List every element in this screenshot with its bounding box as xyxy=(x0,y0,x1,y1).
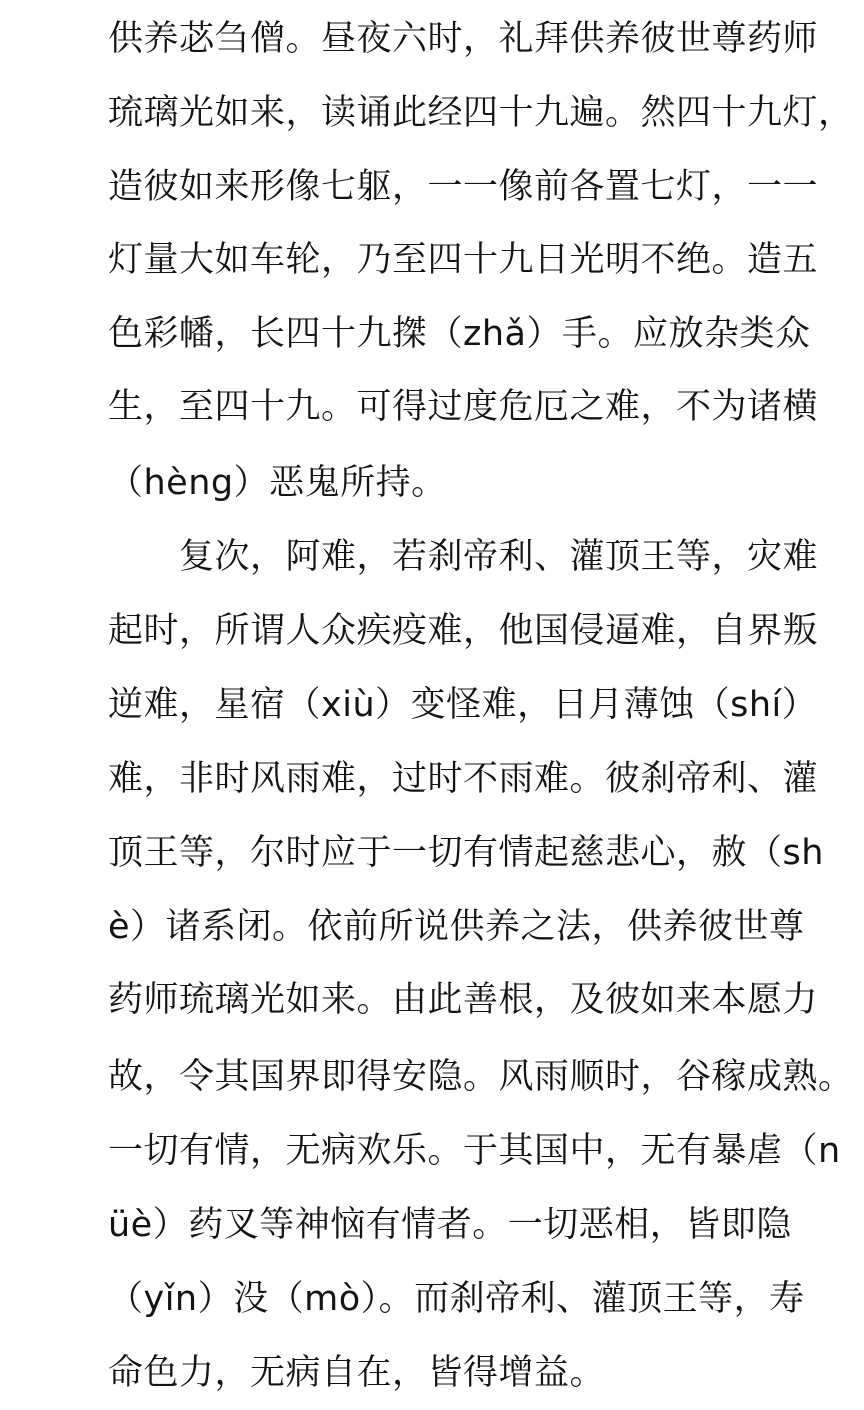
text-line: （yǐn）没（mò）。而刹帝利、灌顶王等，寿 xyxy=(108,1279,805,1319)
text-line: 复次，阿难，若刹帝利、灌顶王等，灾难 xyxy=(108,537,819,577)
text-line: 难，非时风雨难，过时不雨难。彼刹帝利、灌 xyxy=(108,759,819,799)
text-line: üè）药叉等神恼有情者。一切恶相，皆即隐 xyxy=(108,1205,792,1245)
text-line: 造彼如来形像七躯，一一像前各置七灯，一一 xyxy=(108,167,819,207)
text-line: 药师琉璃光如来。由此善根，及彼如来本愿力 xyxy=(108,980,819,1020)
text-line: 灯量大如车轮，乃至四十九日光明不绝。造五 xyxy=(108,240,819,280)
text-line: 一切有情，无病欢乐。于其国中，无有暴虐（n xyxy=(108,1131,841,1171)
text-line: 生，至四十九。可得过度危厄之难，不为诸横 xyxy=(108,387,819,427)
text-line: 供养苾刍僧。昼夜六时，礼拜供养彼世尊药师 xyxy=(108,19,819,59)
text-line: 逆难，星宿（xiù）变怪难，日月薄蚀（shí） xyxy=(108,685,818,725)
text-line: （hèng）恶鬼所持。 xyxy=(108,463,447,503)
text-line: 命色力，无病自在，皆得增益。 xyxy=(108,1353,606,1393)
text-line: 顶王等，尔时应于一切有情起慈悲心，赦（sh xyxy=(108,833,824,873)
text-line: 色彩幡，长四十九搩（zhǎ）手。应放杂类众 xyxy=(108,314,811,354)
text-line: è）诸系闭。依前所说供养之法，供养彼世尊 xyxy=(108,907,805,947)
text-line: 起时，所谓人众疾疫难，他国侵逼难，自界叛 xyxy=(108,611,819,651)
text-line: 琉璃光如来，读诵此经四十九遍。然四十九灯， xyxy=(108,93,854,133)
text-line: 故，令其国界即得安隐。风雨顺时，谷稼成熟。 xyxy=(108,1057,854,1097)
